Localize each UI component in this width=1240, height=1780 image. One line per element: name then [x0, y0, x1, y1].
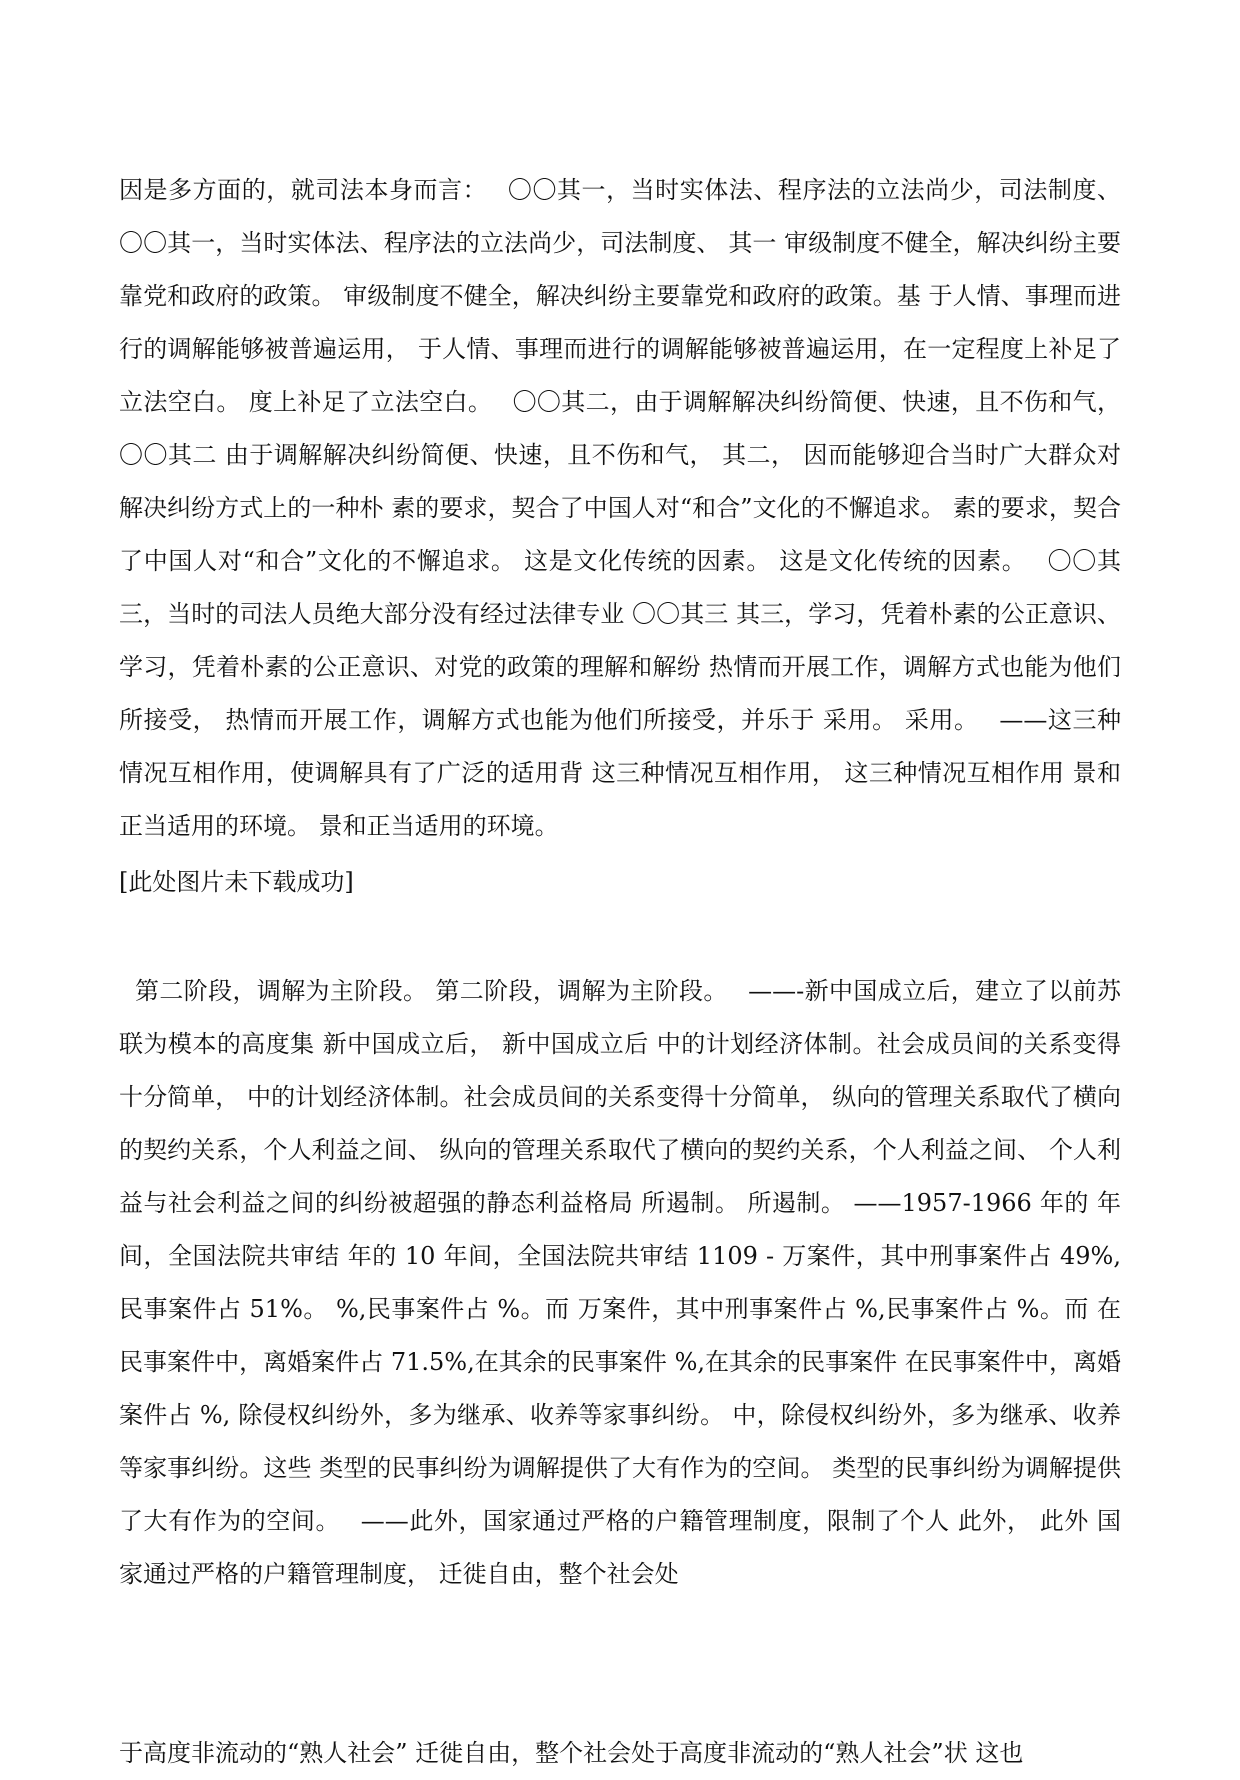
body-paragraph: 第二阶段，调解为主阶段。 第二阶段，调解为主阶段。 ——-新中国成立后，建立了以前苏联为模本的高度集 新中国成立后， 新中国成立后 中的计划经济体制。社会成员间的关系变得十分简单， 中的计划经济体制。社会成员间的关系变得十分简单， 纵向的管理关系取代了横向的契约关系，个人利益之间、 纵向的管理关系取代了横向的契约关系，个人利益之间、 个人利益与社会利益之间的纠纷被超强的静态利益格局 所遏制。 所遏制。 ——1957-1966 年的 年间，全国法院共审结 年的 10 年间，全国法院共审结 1109 - 万案件，其中刑事案件占 49%,民事案件占 51%。 %,民事案件占 %。而 万案件，其中刑事案件占 %,民事案件占 %。而 在民事案件中，离婚案件占 71.5%,在其余的民事案件 %,在其余的民事案件 在民事案件中，离婚案件占 %, 除侵权纠纷外，多为继承、收养等家事纠纷。 中，除侵权纠纷外，多为继承、收养等家事纠纷。这些 类型的民事纠纷为调解提供了大有作为的空间。 类型的民事纠纷为调解提供了大有作为的空间。 ——此外，国家通过严格的户籍管理制度，限制了个人 此外， 此外 国家通过严格的户籍管理制度， 迁徙自由，整个社会处: [119, 977, 1121, 1588]
image-missing-placeholder: [此处图片未下载成功]: [119, 868, 354, 896]
body-paragraph: 于高度非流动的“熟人社会” 迁徙自由，整个社会处于高度非流动的“熟人社会”状 这也: [119, 1739, 1024, 1767]
body-paragraph: 因是多方面的，就司法本身而言： 〇〇其一，当时实体法、程序法的立法尚少，司法制度、 〇〇其一，当时实体法、程序法的立法尚少，司法制度、 其一 审级制度不健全，解决纠纷主要靠党和政府的政策。 审级制度不健全，解决纠纷主要靠党和政府的政策。基 于人情、事理而进行的调解能够被普遍运用， 于人情、事理而进行的调解能够被普遍运用，在一定程度上补足了立法空白。 度上补足了立法空白。 〇〇其二，由于调解解决纠纷简便、快速，且不伤和气， 〇〇其二 由于调解解决纠纷简便、快速，且不伤和气， 其二， 因而能够迎合当时广大群众对解决纠纷方式上的一种朴 素的要求，契合了中国人对“和合”文化的不懈追求。 素的要求，契合了中国人对“和合”文化的不懈追求。 这是文化传统的因素。 这是文化传统的因素。 〇〇其三，当时的司法人员绝大部分没有经过法律专业 〇〇其三 其三，学习，凭着朴素的公正意识、 学习，凭着朴素的公正意识、对党的政策的理解和解纷 热情而开展工作，调解方式也能为他们所接受， 热情而开展工作，调解方式也能为他们所接受，并乐于 采用。 采用。 ——这三种情况互相作用，使调解具有了广泛的适用背 这三种情况互相作用， 这三种情况互相作用 景和正当适用的环境。 景和正当适用的环境。: [119, 176, 1121, 840]
